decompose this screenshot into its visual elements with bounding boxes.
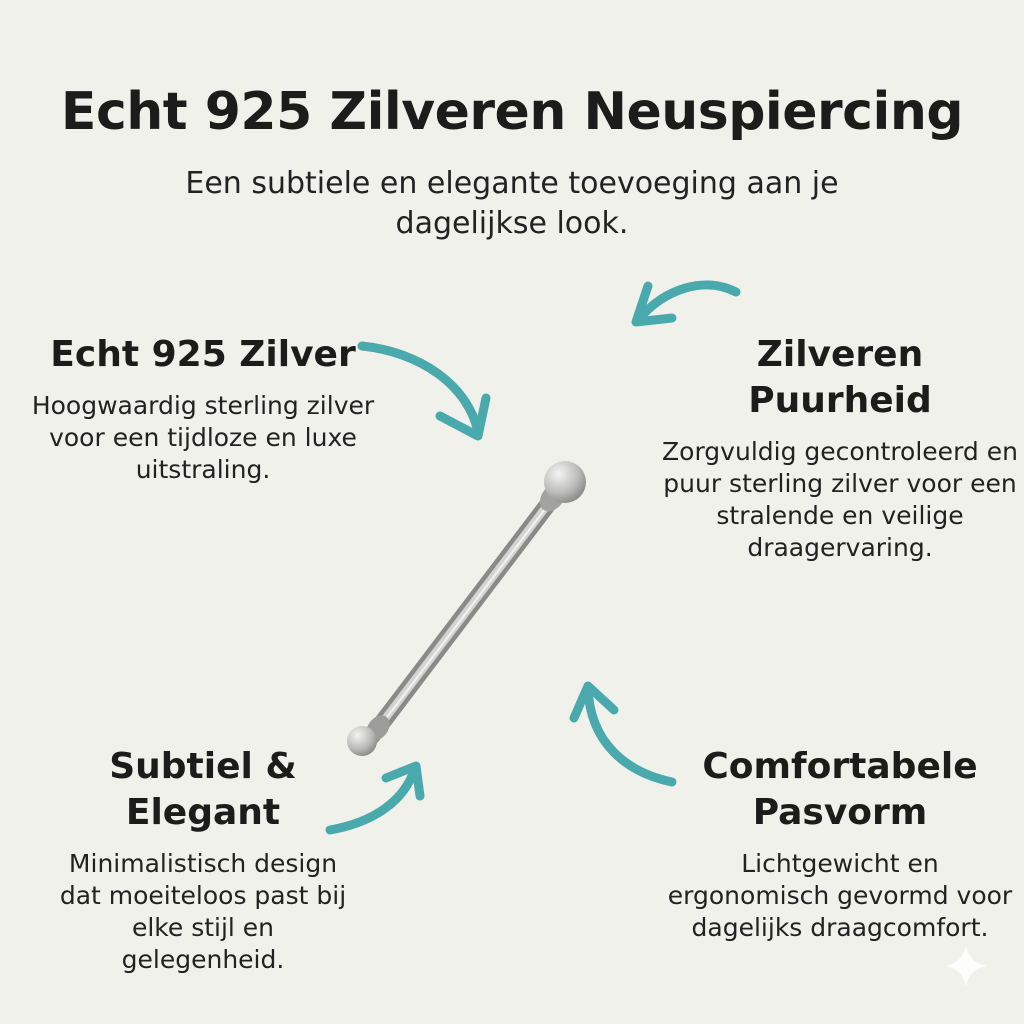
feature-comfortable-fit	[660, 744, 1020, 944]
feature-title: Comfortabele Pasvorm	[702, 746, 978, 833]
feature-description: Lichtgewicht en ergonomisch gevormd voor dagelijks draagcomfort.	[667, 849, 1013, 942]
arrow-top-left-icon	[362, 346, 486, 436]
feature-description: Minimalistisch design dat moeiteloos past bij elke stijl en gelegenheid.	[59, 849, 347, 974]
feature-description: Hoogwaardig sterling zilver voor een tijdloze en luxe uitstraling.	[31, 391, 375, 484]
feature-title: Zilveren Puurheid	[748, 334, 932, 421]
page-subtitle: Een subtiele en elegante toevoeging aan je dagelijkse look.	[185, 166, 839, 241]
feature-description: Zorgvuldig gecontroleerd en puur sterling zilver voor een stralende en veilige draagervaring.	[662, 437, 1018, 562]
sparkle-icon	[945, 945, 987, 987]
feature-title: Subtiel & Elegant	[109, 746, 297, 833]
feature-subtle-elegant	[28, 744, 378, 976]
nose-pin	[347, 461, 586, 756]
feature-genuine-silver	[28, 332, 378, 486]
arrow-bottom-right-icon	[574, 686, 672, 782]
pin-head-ball	[544, 461, 586, 503]
feature-title: Echt 925 Zilver	[50, 334, 356, 375]
page-title: Echt 925 Zilveren Neuspiercing	[60, 82, 964, 142]
arrow-top-right-icon	[636, 285, 736, 322]
feature-silver-purity	[660, 332, 1020, 564]
